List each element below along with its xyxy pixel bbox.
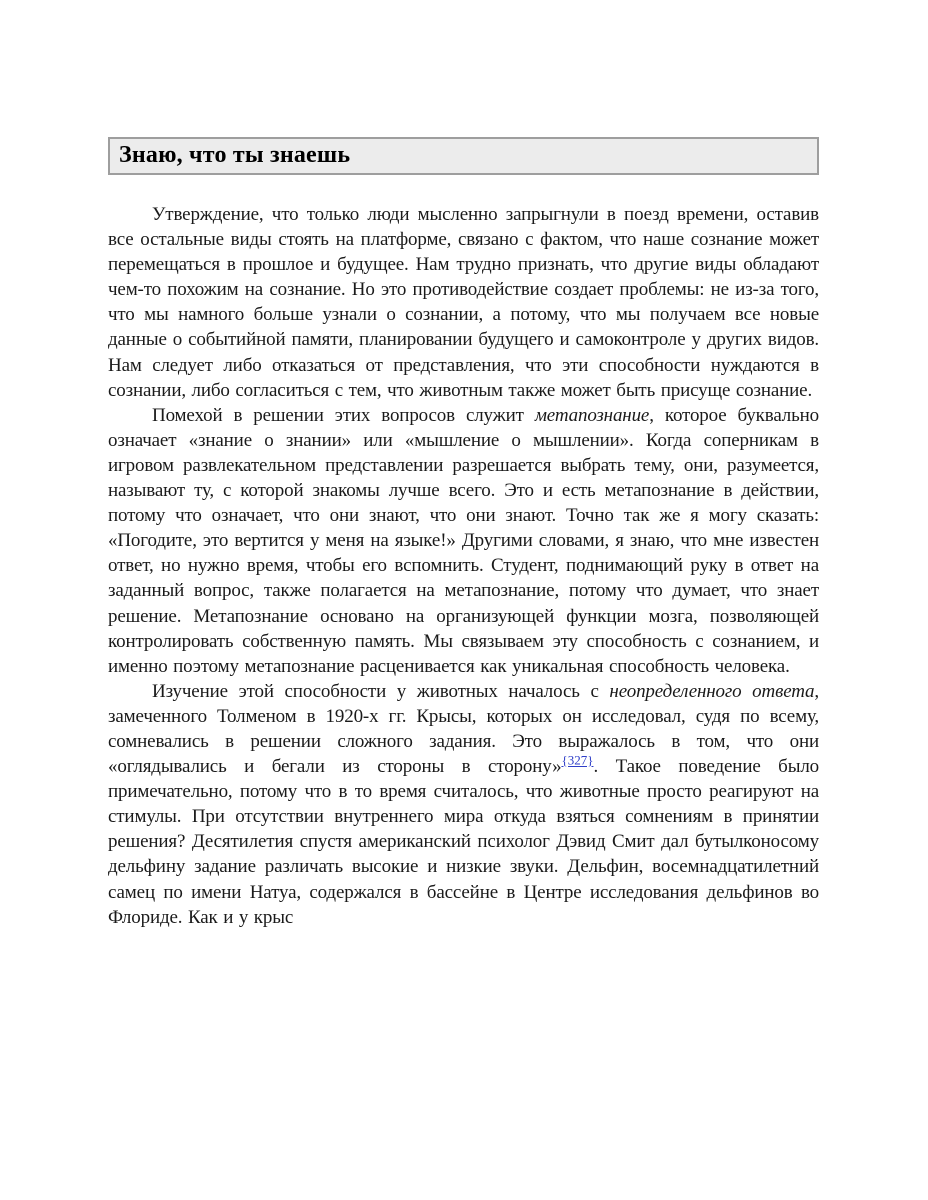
italic-term: неопределенного ответа [609,680,815,702]
text-run: Изучение этой способности у животных началось с [152,680,610,702]
text-run: . Такое поведение было примечательно, потому что в то время считалось, что животные просто реагируют на стимулы. При отсутствии внутреннего мира откуда взяться сомнениям в принятии решения? Десятилетия спустя американский психолог Дэвид Смит дал бутылконосому дельфину задание различать высокие и низкие звуки. Дельфин, восемнадцатилетний самец по имени Натуа, содержался в бассейне в Центре исследования дельфинов во Флориде. Как и у крыс [108,756,819,928]
text-run: , которое буквально означает «знание о знании» или «мышление о мышлении». Когда соперникам в игровом развлекательном представлении разрешается выбрать тему, они, разумеется, называют ту, с которой знакомы лучше всего. Это и есть метапознание в действии, потому что означает, что они знают, что они знают. Точно так же я могу сказать: «Погодите, это вертится у меня на языке!» Другими словами, я знаю, что мне известен ответ, но нужно время, чтобы его вспомнить. Студент, поднимающий руку в ответ на заданный вопрос, также полагается на метапознание, потому что думает, что знает решение. Метапознание основано на организующей функции мозга, позволяющей контролировать собственную память. Мы связываем эту способность с сознанием, и именно поэтому метапознание расценивается как уникальная способность человека. [108,404,819,677]
paragraph [108,403,819,679]
chapter-title: Знаю, что ты знаешь [119,142,351,168]
paragraph [108,202,819,403]
chapter-text [108,202,819,930]
paragraph [108,679,819,930]
text-run: Помехой в решении этих вопросов служит [152,404,535,426]
text-run: , замеченного Толменом в 1920-х гг. Крысы, которых он исследовал, судя по всему, сомневались в решении сложного задания. Это выражалось в том, что они «оглядывались и бегали из стороны в сторону» [108,680,819,778]
book-page [108,0,819,1200]
footnote-link[interactable]: {327} [561,752,594,768]
chapter-title-box [108,137,819,175]
italic-term: метапознание [534,404,650,426]
text-run: Утверждение, что только люди мысленно запрыгнули в поезд времени, оставив все остальные виды стоять на платформе, связано с фактом, что наше сознание может перемещаться в прошлое и будущее. Нам трудно признать, что другие виды обладают чем-то похожим на сознание. Но это противодействие создает проблемы: не из-за того, что мы намного больше узнали о сознании, а потому, что мы получаем все новые данные о событийной памяти, планировании будущего и самоконтроле у других видов. Нам следует либо отказаться от представления, что эти способности нуждаются в сознании, либо согласиться с тем, что животным также может быть присуще сознание. [108,204,819,401]
